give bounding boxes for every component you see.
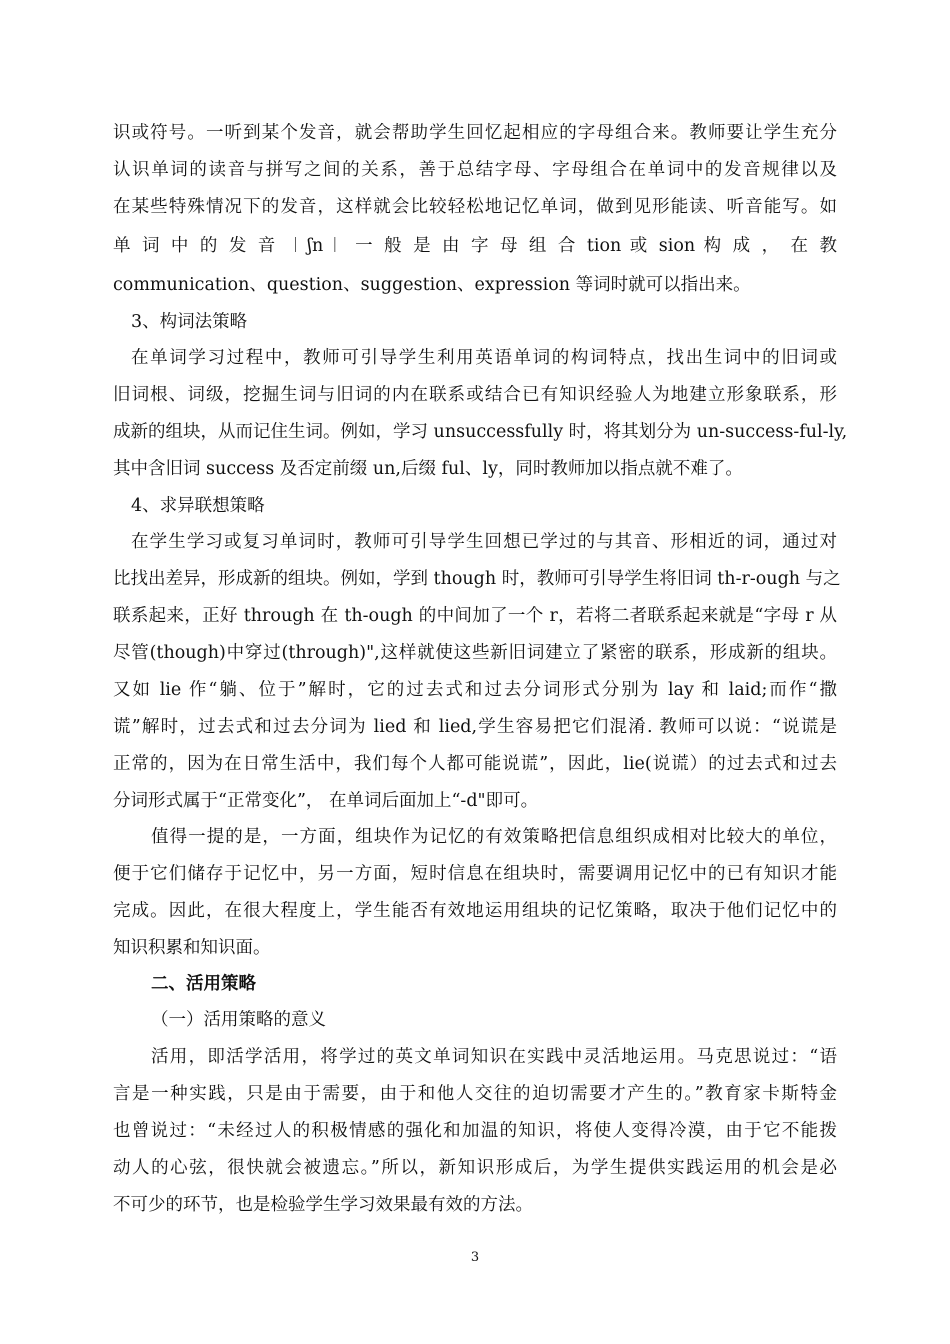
page-number: 3 (470, 1250, 480, 1265)
chapter-heading: 二、活用策略 (151, 974, 256, 994)
text-line: 认识单词的读音与拼写之间的关系，善于总结字母、字母组合在单词中的发音规律以及 (113, 160, 837, 180)
text-line: 活用，即活学活用，将学过的英文单词知识在实践中灵活地运用。马克思说过：“语 (151, 1047, 837, 1067)
text-line: 又如 lie 作“躺、位于”解时，它的过去式和过去分词形式分别为 lay 和 laid;而作“撒 (113, 680, 837, 700)
text-line: 比找出差异，形成新的组块。例如，学到 though 时，教师可引导学生将旧词 th-r-ough 与之 (113, 569, 841, 589)
text-line: 分词形式属于“正常变化”， 在单词后面加上“-d"即可。 (113, 791, 539, 811)
text-line: 其中含旧词 success 及否定前缀 un,后缀 ful、ly，同时教师加以指点就不难了。 (113, 459, 743, 479)
text-line: 识或符号。一听到某个发音，就会帮助学生回忆起相应的字母组合来。教师要让学生充分 (113, 123, 837, 143)
text-line: 成新的组块，从而记住生词。例如，学习 unsuccessfully 时，将其划分为 un-success-ful-ly, (113, 422, 848, 442)
text-line: 完成。因此，在很大程度上，学生能否有效地运用组块的记忆策略，取决于他们记忆中的 (113, 901, 837, 921)
text-line: 值得一提的是，一方面，组块作为记忆的有效策略把信息组织成相对比较大的单位， (151, 827, 837, 847)
section-heading: 4、求异联想策略 (131, 496, 265, 516)
text-line: 言是一种实践，只是由于需要，由于和他人交往的迫切需要才产生的。”教育家卡斯特金 (113, 1084, 837, 1104)
text-line: 也曾说过：“未经过人的积极情感的强化和加温的知识，将使人变得冷漠，由于它不能拨 (113, 1121, 837, 1141)
text-line: 动人的心弦，很快就会被遗忘。”所以，新知识形成后，为学生提供实践运用的机会是必 (113, 1158, 837, 1178)
text-line: 在学生学习或复习单词时，教师可引导学生回想已学过的与其音、形相近的词，通过对 (131, 532, 837, 552)
section-heading: 3、构词法策略 (131, 312, 248, 332)
text-line: 在某些特殊情况下的发音，这样就会比较轻松地记忆单词，做到见形能读、听音能写。如 (113, 197, 837, 217)
text-line: 尽管(though)中穿过(through)",这样就使这些新旧词建立了紧密的联系，形成新的组块。 (113, 643, 837, 663)
text-line: 不可少的环节，也是检验学生学习效果最有效的方法。 (113, 1195, 533, 1215)
text-line: 正常的，因为在日常生活中，我们每个人都可能说谎”，因此，lie(说谎）的过去式和过去 (113, 754, 837, 774)
text-line: communication、question、suggestion、expression 等词时就可以指出来。 (113, 275, 751, 295)
subsection-heading: （一）活用策略的意义 (151, 1010, 326, 1030)
text-line: 谎”解时，过去式和过去分词为 lied 和 lied,学生容易把它们混淆. 教师可以说：“说谎是 (113, 717, 837, 737)
text-line: 旧词根、词级，挖掘生词与旧词的内在联系或结合已有知识经验人为地建立形象联系，形 (113, 385, 837, 405)
text-line: 在单词学习过程中，教师可引导学生利用英语单词的构词特点，找出生词中的旧词或 (131, 348, 837, 368)
text-line: 知识积累和知识面。 (113, 938, 271, 958)
text-line: 单 词 中 的 发 音 ︱ʃn︱ 一 般 是 由 字 母 组 合 tion 或 sion 构 成 ， 在 教 (113, 236, 837, 256)
text-line: 便于它们储存于记忆中，另一方面，短时信息在组块时，需要调用记忆中的已有知识才能 (113, 864, 837, 884)
text-line: 联系起来，正好 through 在 th-ough 的中间加了一个 r，若将二者联系起来就是“字母 r 从 (113, 606, 837, 626)
